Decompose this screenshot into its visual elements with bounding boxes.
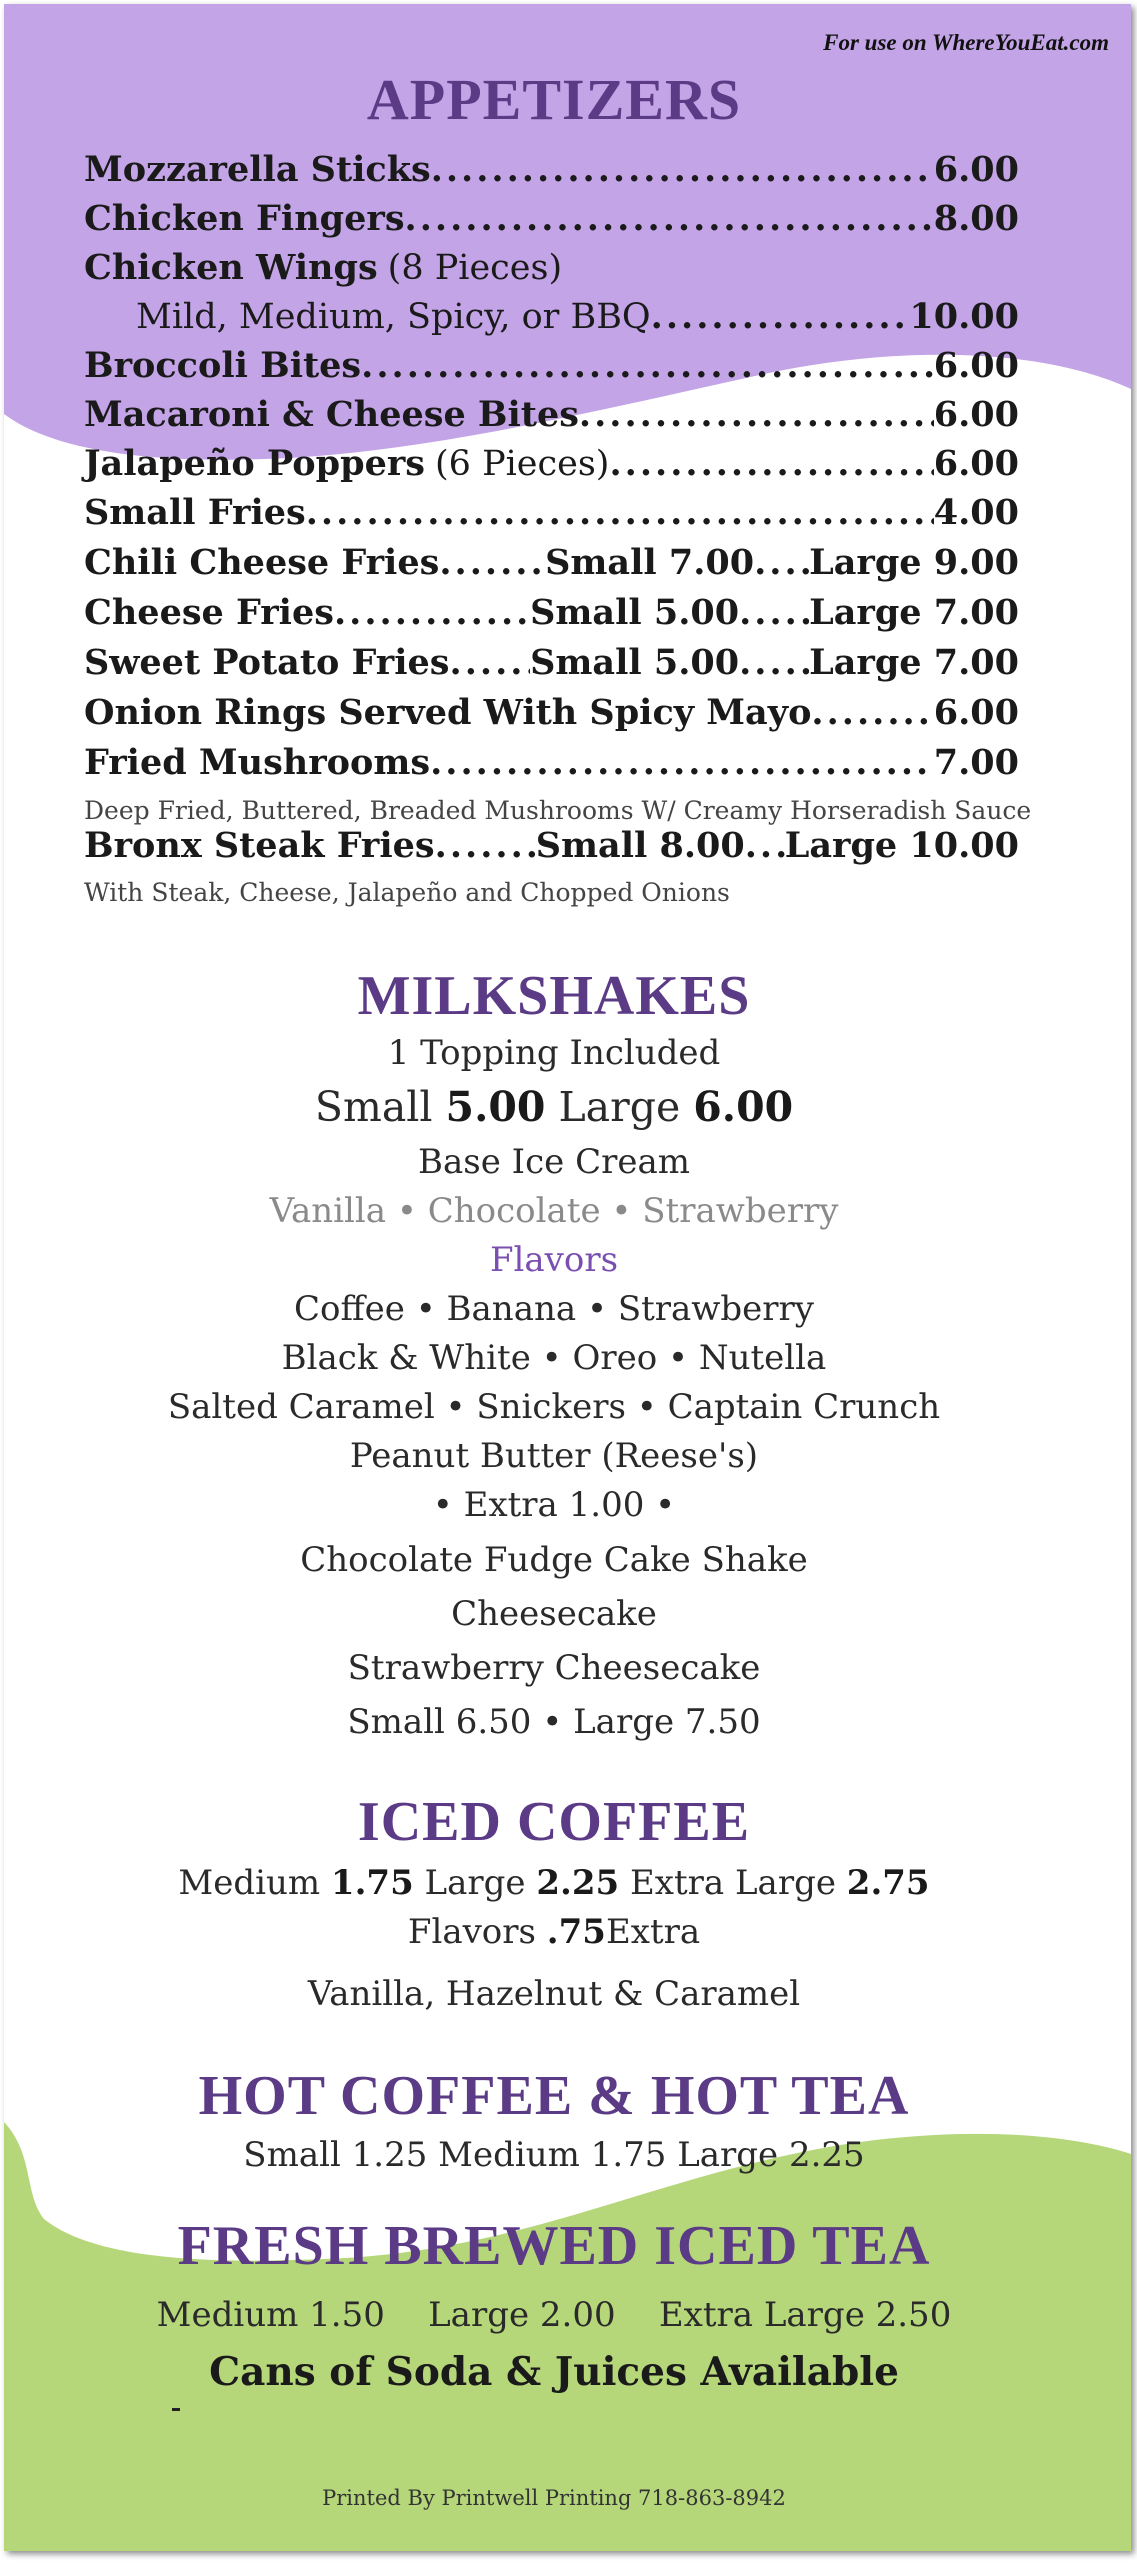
decorative-mark [172, 2408, 180, 2411]
item-name: Macaroni & Cheese Bites [84, 394, 579, 435]
item-price-small: Small 5.00 [530, 642, 740, 683]
base-ice-cream-heading: Base Ice Cream [418, 1142, 690, 1182]
base-flavors: Vanilla • Chocolate • Strawberry [269, 1191, 839, 1231]
price-large: 6.00 [693, 1083, 794, 1131]
special-shake: Strawberry Cheesecake [347, 1648, 761, 1688]
appetizers-title: APPETIZERS [366, 67, 742, 132]
item-price: 7.00 [933, 742, 1019, 783]
item-price-large: Large 7.00 [809, 592, 1019, 633]
iced-coffee-flavors: Vanilla, Hazelnut & Caramel [307, 1974, 801, 2014]
special-prices: Small 6.50 • Large 7.50 [347, 1702, 761, 1742]
size-large-label: Large [558, 1083, 681, 1131]
menu-page [4, 4, 1131, 2551]
item-description: Deep Fried, Buttered, Breaded Mushrooms W/ Creamy Horseradish Sauce [84, 796, 1032, 825]
milkshake-prices [4, 1083, 1104, 1131]
item-price: 10.00 [909, 296, 1019, 337]
hot-coffee-prices: Small 1.25 Medium 1.75 Large 2.25 [243, 2135, 865, 2175]
item-name: Cheese Fries [84, 592, 334, 633]
menu-item [84, 345, 1019, 386]
dot-leader [745, 828, 785, 863]
iced-tea-prices: Medium 1.50 Large 2.00 Extra Large 2.50 [156, 2295, 952, 2335]
dot-leader [811, 695, 933, 730]
dot-leader [435, 828, 536, 863]
item-price-small: Small 7.00 [545, 542, 755, 583]
item-name: Fried Mushrooms [84, 742, 431, 783]
flavors-price: .75 [546, 1912, 606, 1952]
menu-item [84, 542, 1019, 583]
flavors-suffix: Extra [605, 1912, 701, 1952]
dot-leader [439, 545, 545, 580]
dot-leader [334, 595, 530, 630]
menu-item [136, 296, 1019, 337]
dot-leader [306, 495, 934, 530]
item-name: Mozzarella Sticks [84, 149, 431, 190]
item-price-small: Small 8.00 [535, 825, 745, 866]
item-price-large: Large 9.00 [809, 542, 1019, 583]
site-credit: For use on WhereYouEat.com [823, 30, 1109, 55]
dot-leader [430, 745, 934, 780]
xl-price: 2.75 [846, 1863, 930, 1903]
price-small: 5.00 [445, 1083, 546, 1131]
item-price: 6.00 [933, 443, 1019, 484]
medium-label: Medium [178, 1863, 321, 1903]
dot-leader [739, 595, 809, 630]
menu-item [84, 149, 1019, 190]
iced-coffee-title: ICED COFFEE [357, 1791, 751, 1853]
flavors-line: Black & White • Oreo • Nutella [281, 1338, 827, 1378]
flavors-line: Peanut Butter (Reese's) [349, 1436, 759, 1476]
flavors-line: Coffee • Banana • Strawberry [294, 1289, 814, 1329]
dot-leader [361, 348, 934, 383]
menu-item [84, 592, 1019, 633]
menu-item [84, 692, 1019, 733]
item-price: 6.00 [933, 149, 1019, 190]
iced-coffee-prices [4, 1863, 1104, 1903]
dot-leader [609, 446, 933, 481]
item-price: 8.00 [933, 198, 1019, 239]
dot-leader [405, 201, 934, 236]
item-name: Bronx Steak Fries [84, 825, 435, 866]
item-name: Mild, Medium, Spicy, or BBQ [136, 297, 651, 337]
menu-item [84, 492, 1019, 533]
item-name: Chili Cheese Fries [84, 542, 440, 583]
dot-leader [431, 152, 934, 187]
extra-note: • Extra 1.00 • [432, 1485, 676, 1525]
item-name: Jalapeño Poppers [84, 443, 426, 484]
dot-leader [651, 299, 910, 334]
dot-leader [754, 545, 809, 580]
dot-leader [579, 397, 934, 432]
item-name: Broccoli Bites [84, 345, 362, 386]
menu-item [84, 247, 1019, 288]
flavors-prefix: Flavors [407, 1912, 536, 1952]
flavors-line: Salted Caramel • Snickers • Captain Crunch [167, 1387, 941, 1427]
item-name: Sweet Potato Fries [84, 642, 450, 683]
item-name: Chicken Wings [84, 247, 378, 288]
dot-leader [450, 645, 531, 680]
item-price: 6.00 [933, 692, 1019, 733]
hot-coffee-title: HOT COFFEE & HOT TEA [198, 2065, 910, 2127]
menu-item [84, 642, 1019, 683]
item-price-large: Large 7.00 [809, 642, 1019, 683]
item-name: Onion Rings Served With Spicy Mayo [84, 692, 812, 733]
soda-note: Cans of Soda & Juices Available [209, 2349, 899, 2395]
item-price: 6.00 [933, 345, 1019, 386]
milkshakes-title: MILKSHAKES [357, 965, 751, 1027]
printer-credit: Printed By Printwell Printing 718-863-8942 [322, 2486, 786, 2510]
special-shake: Cheesecake [451, 1594, 657, 1634]
large-label: Large [424, 1863, 526, 1903]
item-description: With Steak, Cheese, Jalapeño and Chopped Onions [84, 878, 730, 907]
menu-item [84, 825, 1019, 866]
menu-item [84, 198, 1019, 239]
medium-price: 1.75 [330, 1863, 414, 1903]
item-price: 4.00 [933, 492, 1019, 533]
menu-item [84, 394, 1019, 435]
item-price-large: Large 10.00 [784, 825, 1019, 866]
topping-note: 1 Topping Included [387, 1033, 721, 1073]
item-qualifier: (8 Pieces) [387, 248, 563, 288]
item-price-small: Small 5.00 [530, 592, 740, 633]
item-name: Chicken Fingers [84, 198, 405, 239]
dot-leader [739, 645, 809, 680]
menu-item [84, 443, 1019, 484]
item-name: Small Fries [84, 492, 306, 533]
item-price: 6.00 [933, 394, 1019, 435]
menu-item [84, 742, 1019, 783]
special-shake: Chocolate Fudge Cake Shake [300, 1540, 808, 1580]
flavors-extra [4, 1912, 1104, 1952]
large-price: 2.25 [536, 1863, 620, 1903]
flavors-heading: Flavors [489, 1240, 619, 1280]
size-small-label: Small [314, 1083, 433, 1131]
xl-label: Extra Large [629, 1863, 836, 1903]
iced-tea-title: FRESH BREWED ICED TEA [177, 2215, 931, 2277]
item-qualifier: (6 Pieces) [435, 444, 610, 484]
